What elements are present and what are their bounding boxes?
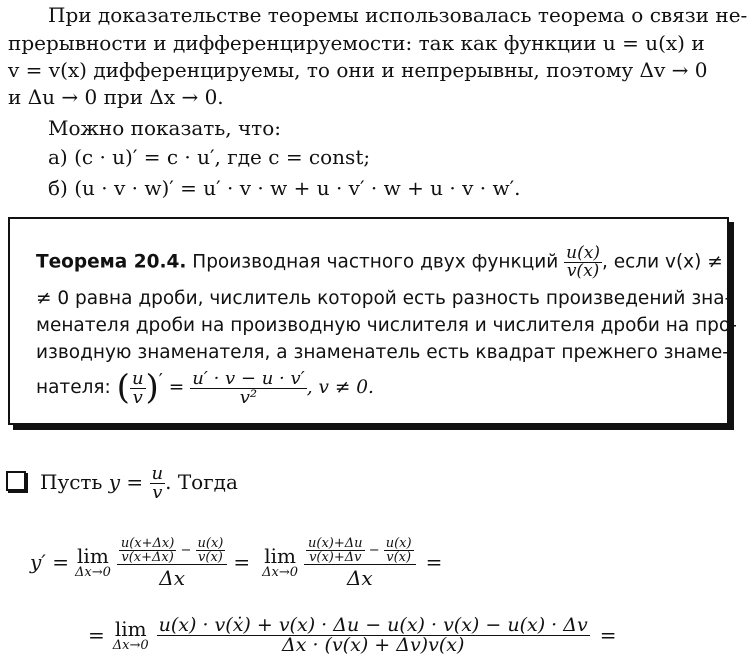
- theorem-line-4: изводную знаменателя, а знаменатель есть квадрат прежнего знаме-: [36, 342, 729, 363]
- limit-2: lim Δx→0: [262, 543, 299, 580]
- equation-line-2: = lim Δx→0 $\frac{\text{u(x) · v(ẋ) + v(x) · Δu − u(x) · v(x) − u(x) · Δv}}{\Delta x \cdot (v(x) + \Delta v)v(x)}$ =: [88, 613, 617, 656]
- proof-start-line: Пусть y = $\frac{u}{v}$ . Тогда: [40, 463, 238, 503]
- intro-line-3: v = v(x) дифференцируемы, то они и непрерывны, поэтому Δv → 0: [8, 58, 708, 82]
- intro-line-4: и Δu → 0 при Δx → 0.: [8, 85, 224, 109]
- theorem-line-5: нателя: ( $\frac{u}{v}$ )′ = $\frac{u' \cdot v - u \cdot v'}{\text{v²}}$ , v ≠ 0.: [36, 367, 374, 408]
- theorem-line-5-text: нателя:: [36, 377, 111, 399]
- expanded-quotient: $\frac{\text{u(x) · v(ẋ) + v(x) · Δu − u(x) · v(x) − u(x) · Δv}}{\Delta x \cdot (v(x) + \Delta v)v(x)}$: [158, 613, 588, 656]
- intro-line-1: При доказательстве теоремы использовалась теорема о связи не-: [48, 3, 747, 27]
- equation-line-1: y′ = lim Δx→0 $\frac{u(x+\Delta x)}{v(x+\Delta x)}$ − $\frac{u(x)}{v(x)}$ Δx = lim Δx→0 $\frac{u(x)+\Delta u}{v(x)+\Delta v}$ − $\frac{u(x)}{v(x)}$ Δx =: [30, 535, 443, 590]
- theorem-title: Теорема 20.4.: [36, 251, 187, 273]
- difference-quotient-1: $\frac{u(x+\Delta x)}{v(x+\Delta x)}$ − $\frac{u(x)}{v(x)}$ Δx: [117, 537, 228, 588]
- formula-a: а) (c · u)′ = c · u′, где c = const;: [48, 145, 371, 169]
- proof-fraction-u-over-v: $\frac{u}{v}$: [151, 463, 164, 503]
- formula-b: б) (u · v · w)′ = u′ · v · w + u · v′ · w + u · v · w′.: [48, 176, 521, 200]
- proof-square-icon: [6, 471, 26, 491]
- theorem-line-1-text: Производная частного двух функций: [192, 251, 559, 273]
- theorem-fraction-small: $\frac{u}{v}$: [131, 367, 144, 408]
- theorem-line-2: ≠ 0 равна дроби, числитель которой есть разность произведений зна-: [36, 288, 732, 309]
- theorem-box: [8, 217, 737, 425]
- theorem-fraction-quotient-rule: $\frac{u' \cdot v - u \cdot v'}{\text{v²}}$: [192, 367, 305, 408]
- difference-quotient-2: $\frac{u(x)+\Delta u}{v(x)+\Delta v}$ − $\frac{u(x)}{v(x)}$ Δx: [304, 537, 416, 588]
- theorem-fraction-u-over-v: $\frac{u(x)}{v(x)}$: [566, 243, 600, 281]
- intro-show-text: Можно показать, что:: [48, 116, 282, 140]
- theorem-line-3: менателя дроби на производную числителя и числителя дроби на про-: [36, 315, 737, 336]
- intro-line-2: прерывности и дифференцируемости: так как функции u = u(x) и: [8, 31, 705, 55]
- theorem-line-1-tail: , если v(x) ≠: [601, 251, 723, 273]
- limit-3: lim Δx→0: [112, 616, 149, 653]
- theorem-line-5-tail: , v ≠ 0.: [306, 377, 374, 399]
- limit-1: lim Δx→0: [74, 543, 111, 580]
- theorem-line-1: [36, 245, 723, 280]
